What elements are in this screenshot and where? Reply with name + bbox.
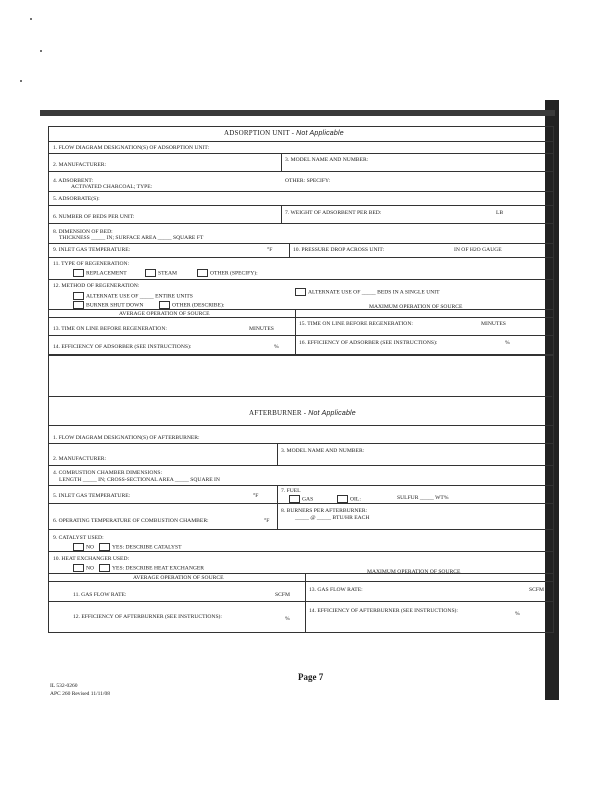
ab-row-2 [49, 443, 553, 466]
ads-row-9 [49, 243, 553, 258]
checkbox[interactable] [99, 543, 110, 551]
ads-lb-unit: LB [496, 210, 504, 216]
ab-cell-divider [277, 444, 278, 466]
ads-cell-divider [281, 154, 282, 172]
scan-speck [40, 50, 42, 52]
ads-deg-f-unit: °F [267, 247, 273, 253]
ads-minutes-unit: MINUTES [481, 321, 506, 327]
ab-catalyst-yes-option[interactable]: YES: DESCRIBE CATALYST [99, 543, 182, 551]
ab-heat-exchanger-label: 10. HEAT EXCHANGER USED: [53, 556, 130, 562]
ads-beds-per-unit-field[interactable]: 6. NUMBER OF BEDS PER UNIT: [53, 214, 135, 220]
ab-percent-unit: % [285, 616, 290, 622]
ads-minutes-unit: MINUTES [249, 326, 274, 332]
ads-row-4 [49, 171, 553, 192]
ads-regeneration-type-label: 11. TYPE OF REGENERATION: [53, 261, 130, 267]
ab-max-efficiency-field[interactable]: 14. EFFICIENCY OF AFTERBURNER (SEE INSTRUCTIONS): [309, 608, 458, 614]
ab-percent-unit: % [515, 611, 520, 617]
ads-max-operation-header: MAXIMUM OPERATION OF SOURCE [369, 304, 463, 310]
ads-adsorbates-field[interactable]: 5. ADSORBATE(S): [53, 196, 100, 202]
not-applicable-note: Not Applicable [296, 130, 344, 137]
ab-length-area-field[interactable]: LENGTH _____ IN; CROSS-SECTIONAL AREA _____ SQUARE IN [59, 477, 220, 483]
checkbox[interactable] [337, 495, 348, 503]
ab-scfm-unit: SCFM [529, 587, 544, 593]
ab-row-1 [49, 425, 553, 444]
revision-date: APC 260 Revised 11/11/08 [50, 691, 110, 697]
ab-flow-diagram-field[interactable]: 1. FLOW DIAGRAM DESIGNATION(S) OF AFTERBURNER: [53, 435, 200, 441]
ab-avg-gas-flow-field[interactable]: 11. GAS FLOW RATE: [73, 592, 127, 598]
ab-row-4 [49, 465, 553, 486]
ab-cell-divider [305, 602, 306, 632]
ab-row-12 [49, 601, 553, 632]
ab-deg-f-unit: °F [253, 493, 259, 499]
ads-other-adsorbent-field[interactable]: OTHER: SPECIFY: [285, 178, 331, 184]
checkbox[interactable] [99, 564, 110, 572]
ads-cell-divider [281, 206, 282, 224]
ads-charcoal-type-field[interactable]: ACTIVATED CHARCOAL; TYPE: [71, 184, 153, 190]
ads-avg-operation-header: AVERAGE OPERATION OF SOURCE [119, 311, 210, 317]
ab-catalyst-no-option[interactable]: NO [73, 543, 94, 551]
scan-speck [30, 18, 32, 20]
ads-regen-steam-option[interactable]: STEAM [145, 269, 177, 277]
ads-cell-divider [289, 244, 290, 258]
checkbox[interactable] [159, 301, 170, 309]
ab-cell-divider [277, 504, 278, 530]
ads-flow-diagram-field[interactable]: 1. FLOW DIAGRAM DESIGNATION(S) OF ADSORPTION UNIT: [53, 145, 210, 151]
ads-thickness-area-field[interactable]: THICKNESS _____ IN; SURFACE AREA _____ SQUARE FT [59, 235, 204, 241]
ads-percent-unit: % [274, 344, 279, 350]
not-applicable-note: Not Applicable [308, 410, 356, 417]
ab-row-5 [49, 485, 553, 504]
checkbox[interactable] [73, 564, 84, 572]
ab-cell-divider [305, 582, 306, 602]
ads-alt-entire-units-option[interactable]: ALTERNATE USE OF _____ ENTIRE UNITS [73, 292, 193, 300]
ads-row-11 [49, 257, 553, 280]
ads-model-field[interactable]: 3. MODEL NAME AND NUMBER: [285, 157, 369, 163]
ab-heat-exchanger-yes-option[interactable]: YES: DESCRIBE HEAT EXCHANGER [99, 564, 204, 572]
form-id: IL 532-0260 [50, 683, 78, 689]
ab-scfm-unit: SCFM [275, 592, 290, 598]
ads-bed-dimension-label: 8. DIMENSION OF BED: [53, 229, 113, 235]
ab-row-6 [49, 503, 553, 530]
ab-fuel-oil-option[interactable]: OIL: [337, 495, 361, 503]
ab-fuel-gas-option[interactable]: GAS [289, 495, 313, 503]
ads-alt-beds-option[interactable]: ALTERNATE USE OF _____ BEDS IN A SINGLE UNIT [295, 288, 440, 296]
ads-adsorbent-label: 4. ADSORBENT: [53, 178, 94, 184]
checkbox[interactable] [295, 288, 306, 296]
scan-speck [20, 80, 22, 82]
section-separator [49, 354, 553, 358]
ab-row-9 [49, 529, 553, 552]
ads-row-14 [49, 335, 553, 354]
ads-manufacturer-field[interactable]: 2. MANUFACTURER: [53, 162, 107, 168]
ads-inlet-temp-field[interactable]: 9. INLET GAS TEMPERATURE: [53, 247, 131, 253]
scan-top-edge [40, 110, 555, 116]
ab-model-field[interactable]: 3. MODEL NAME AND NUMBER: [281, 448, 365, 454]
section-title-text: AFTERBURNER - [249, 409, 307, 417]
ab-deg-f-unit: °F [264, 518, 270, 524]
ab-burners-btu-field[interactable]: _____ @ _____ BTU/HR EACH [295, 515, 370, 521]
checkbox[interactable] [289, 495, 300, 503]
afterburner-section-title [249, 409, 356, 417]
form-sheet [48, 126, 554, 633]
ads-other-describe-option[interactable]: OTHER (DESCRIBE): [159, 301, 224, 309]
ads-row-8 [49, 223, 553, 244]
ab-row-11 [49, 581, 553, 602]
ab-max-gas-flow-field[interactable]: 13. GAS FLOW RATE: [309, 587, 363, 593]
page-number: Page 7 [298, 672, 324, 682]
ab-burners-label: 8. BURNERS PER AFTERBURNER: [281, 508, 368, 514]
ads-percent-unit: % [505, 340, 510, 346]
ads-max-efficiency-field[interactable]: 16. EFFICIENCY OF ADSORBER (SEE INSTRUCTIONS): [299, 340, 438, 346]
checkbox[interactable] [73, 543, 84, 551]
checkbox[interactable] [145, 269, 156, 277]
ads-h2o-gauge-unit: IN OF H2O GAUGE [454, 247, 502, 253]
checkbox[interactable] [197, 269, 208, 277]
ads-cell-divider [295, 318, 296, 336]
section-title-text: ADSORPTION UNIT - [224, 129, 295, 137]
ads-pressure-drop-field[interactable]: 10. PRESSURE DROP ACROSS UNIT: [293, 247, 385, 253]
ads-row-13 [49, 317, 553, 336]
ab-fuel-label: 7. FUEL [281, 488, 301, 494]
ads-regen-other-option[interactable]: OTHER (SPECIFY): [197, 269, 258, 277]
ab-row-10 [49, 551, 553, 574]
ads-avg-time-online-field[interactable]: 13. TIME ON LINE BEFORE REGENERATION: [53, 326, 167, 332]
ab-sulfur-field[interactable]: SULFUR _____ WT% [397, 495, 449, 501]
ads-regeneration-method-label: 12. METHOD OF REGENERATION: [53, 283, 140, 289]
ab-catalyst-label: 9. CATALYST USED: [53, 535, 104, 541]
ads-row-12 [49, 279, 553, 310]
ads-row-2 [49, 153, 553, 172]
ads-row-6 [49, 205, 553, 224]
ads-row-5 [49, 191, 553, 206]
ads-cell-divider [295, 336, 296, 354]
ab-avg-operation-header: AVERAGE OPERATION OF SOURCE [133, 575, 224, 581]
ab-chamber-dimensions-label: 4. COMBUSTION CHAMBER DIMENSIONS: [53, 470, 163, 476]
checkbox[interactable] [73, 292, 84, 300]
ads-max-time-online-field[interactable]: 15. TIME ON LINE BEFORE REGENERATION: [299, 321, 413, 327]
ads-burner-shutdown-option[interactable]: BURNER SHUT DOWN [73, 301, 143, 309]
ab-max-operation-header: MAXIMUM OPERATION OF SOURCE [367, 569, 461, 575]
checkbox[interactable] [73, 301, 84, 309]
afterburner-box-top [48, 396, 552, 397]
ab-cell-divider [277, 486, 278, 504]
ab-operating-temp-field[interactable]: 6. OPERATING TEMPERATURE OF COMBUSTION CHAMBER: [53, 518, 209, 524]
ab-avg-efficiency-field[interactable]: 12. EFFICIENCY OF AFTERBURNER (SEE INSTRUCTIONS): [73, 614, 222, 620]
ab-heat-exchanger-no-option[interactable]: NO [73, 564, 94, 572]
ads-weight-per-bed-field[interactable]: 7. WEIGHT OF ADSORBENT PER BED: [285, 210, 382, 216]
ab-inlet-temp-field[interactable]: 5. INLET GAS TEMPERATURE: [53, 493, 131, 499]
ads-avg-efficiency-field[interactable]: 14. EFFICIENCY OF ADSORBER (SEE INSTRUCTIONS): [53, 344, 192, 350]
checkbox[interactable] [73, 269, 84, 277]
adsorption-section-title [224, 129, 344, 137]
ads-regen-replacement-option[interactable]: REPLACEMENT [73, 269, 127, 277]
ab-manufacturer-field[interactable]: 2. MANUFACTURER: [53, 456, 107, 462]
